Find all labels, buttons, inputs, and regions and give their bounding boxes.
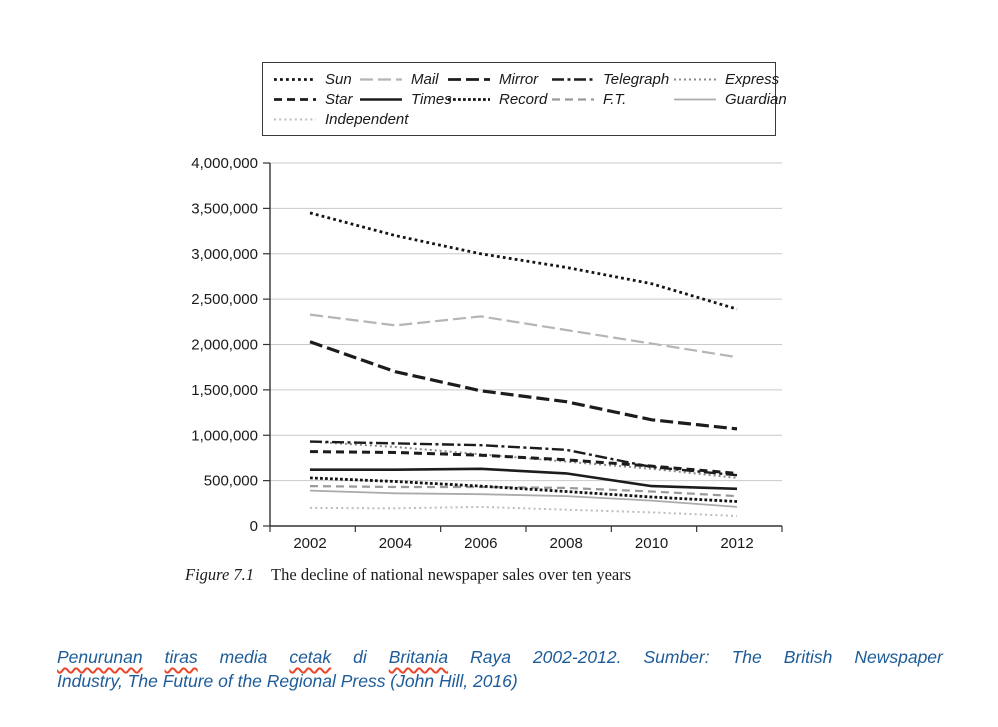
legend-item-express [673,71,779,88]
x-tick-label: 2010 [634,535,669,552]
legend-label: Guardian [725,91,787,108]
y-tick-label: 3,500,000 [191,200,258,218]
x-tick-label: 2012 [720,535,754,552]
series-line-star [310,452,737,474]
series-line-telegraph [310,442,737,476]
legend-item-times [359,91,452,108]
footnote-line-1 [57,646,943,670]
legend-item-sun [273,71,359,88]
footnote-word: di [353,647,367,667]
y-tick-label: 500,000 [203,472,258,490]
legend-line-sample [273,96,317,103]
legend-item-star [273,91,359,108]
legend-line-sample [273,116,317,123]
misspelled-word: tiras [164,647,198,667]
legend-line-sample [551,96,595,103]
series-line-ft [310,486,737,496]
figure-caption-text: The decline of national newspaper sales over ten years [271,565,632,584]
legend-line-sample [359,76,403,83]
y-tick-label: 4,000,000 [191,155,258,172]
legend-label: Sun [325,71,352,88]
y-tick-label: 1,500,000 [191,381,258,399]
legend-line-sample [359,96,403,103]
misspelled-word: cetak [289,647,332,667]
x-tick-label: 2008 [549,535,583,552]
legend-row-2 [273,91,787,108]
footnote-word: Newspaper [854,647,943,667]
legend-line-sample [273,76,317,83]
y-tick-label: 0 [249,518,258,535]
legend-item-record [447,91,551,108]
series-line-express [310,442,737,478]
series-line-times [310,469,737,489]
legend-label: Mail [411,71,439,88]
series-line-sun [310,213,737,309]
legend-label: Star [325,91,353,108]
legend-line-sample [673,96,717,103]
legend-line-sample [447,76,491,83]
legend-label: Express [725,71,780,88]
y-tick-label: 1,000,000 [191,427,258,445]
x-tick-label: 2004 [378,535,413,552]
legend-row-1 [273,71,780,88]
y-tick-label: 3,000,000 [191,245,258,263]
series-line-independent [310,507,737,516]
misspelled-word: Penurunan [57,647,143,667]
legend-item-guardian [673,91,787,108]
legend-item-ft [551,91,673,108]
legend-line-sample [447,96,491,103]
series-line-mail [310,315,737,358]
series-line-record [310,478,737,502]
legend-row-3 [273,111,765,128]
series-line-guardian [310,491,737,507]
figure-caption [185,565,631,585]
footnote-paragraph [57,646,943,693]
footnote-word: British [783,647,833,667]
legend-item-independent [273,111,409,128]
footnote-word: The [731,647,762,667]
legend-label: F.T. [603,91,627,108]
legend-label: Times [411,91,452,108]
footnote-word: 2002-2012. [532,647,622,667]
footnote-line-2 [57,670,943,694]
y-tick-label: 2,500,000 [191,291,258,309]
legend-label: Mirror [499,71,539,88]
legend-label: Telegraph [603,71,670,88]
series-line-mirror [310,342,737,429]
legend-line-sample [551,76,595,83]
misspelled-word: Britania [388,647,449,667]
x-tick-label: 2002 [293,535,327,552]
legend-item-telegraph [551,71,673,88]
footnote-word: media [219,647,268,667]
footnote-word: Sumber: [643,647,710,667]
legend-item-mail [359,71,447,88]
figure-caption-number: Figure 7.1 [185,565,255,584]
legend-item-mirror [447,71,551,88]
legend-line-sample [673,76,717,83]
legend-label: Independent [325,111,409,128]
x-tick-label: 2006 [464,535,498,552]
legend-label: Record [499,91,548,108]
footnote-word: Industry, The Future of the Regional Press (John Hill, 2016) [57,670,518,691]
chart-legend [262,62,787,136]
y-tick-label: 2,000,000 [191,336,258,354]
footnote-word: Raya [470,647,511,667]
